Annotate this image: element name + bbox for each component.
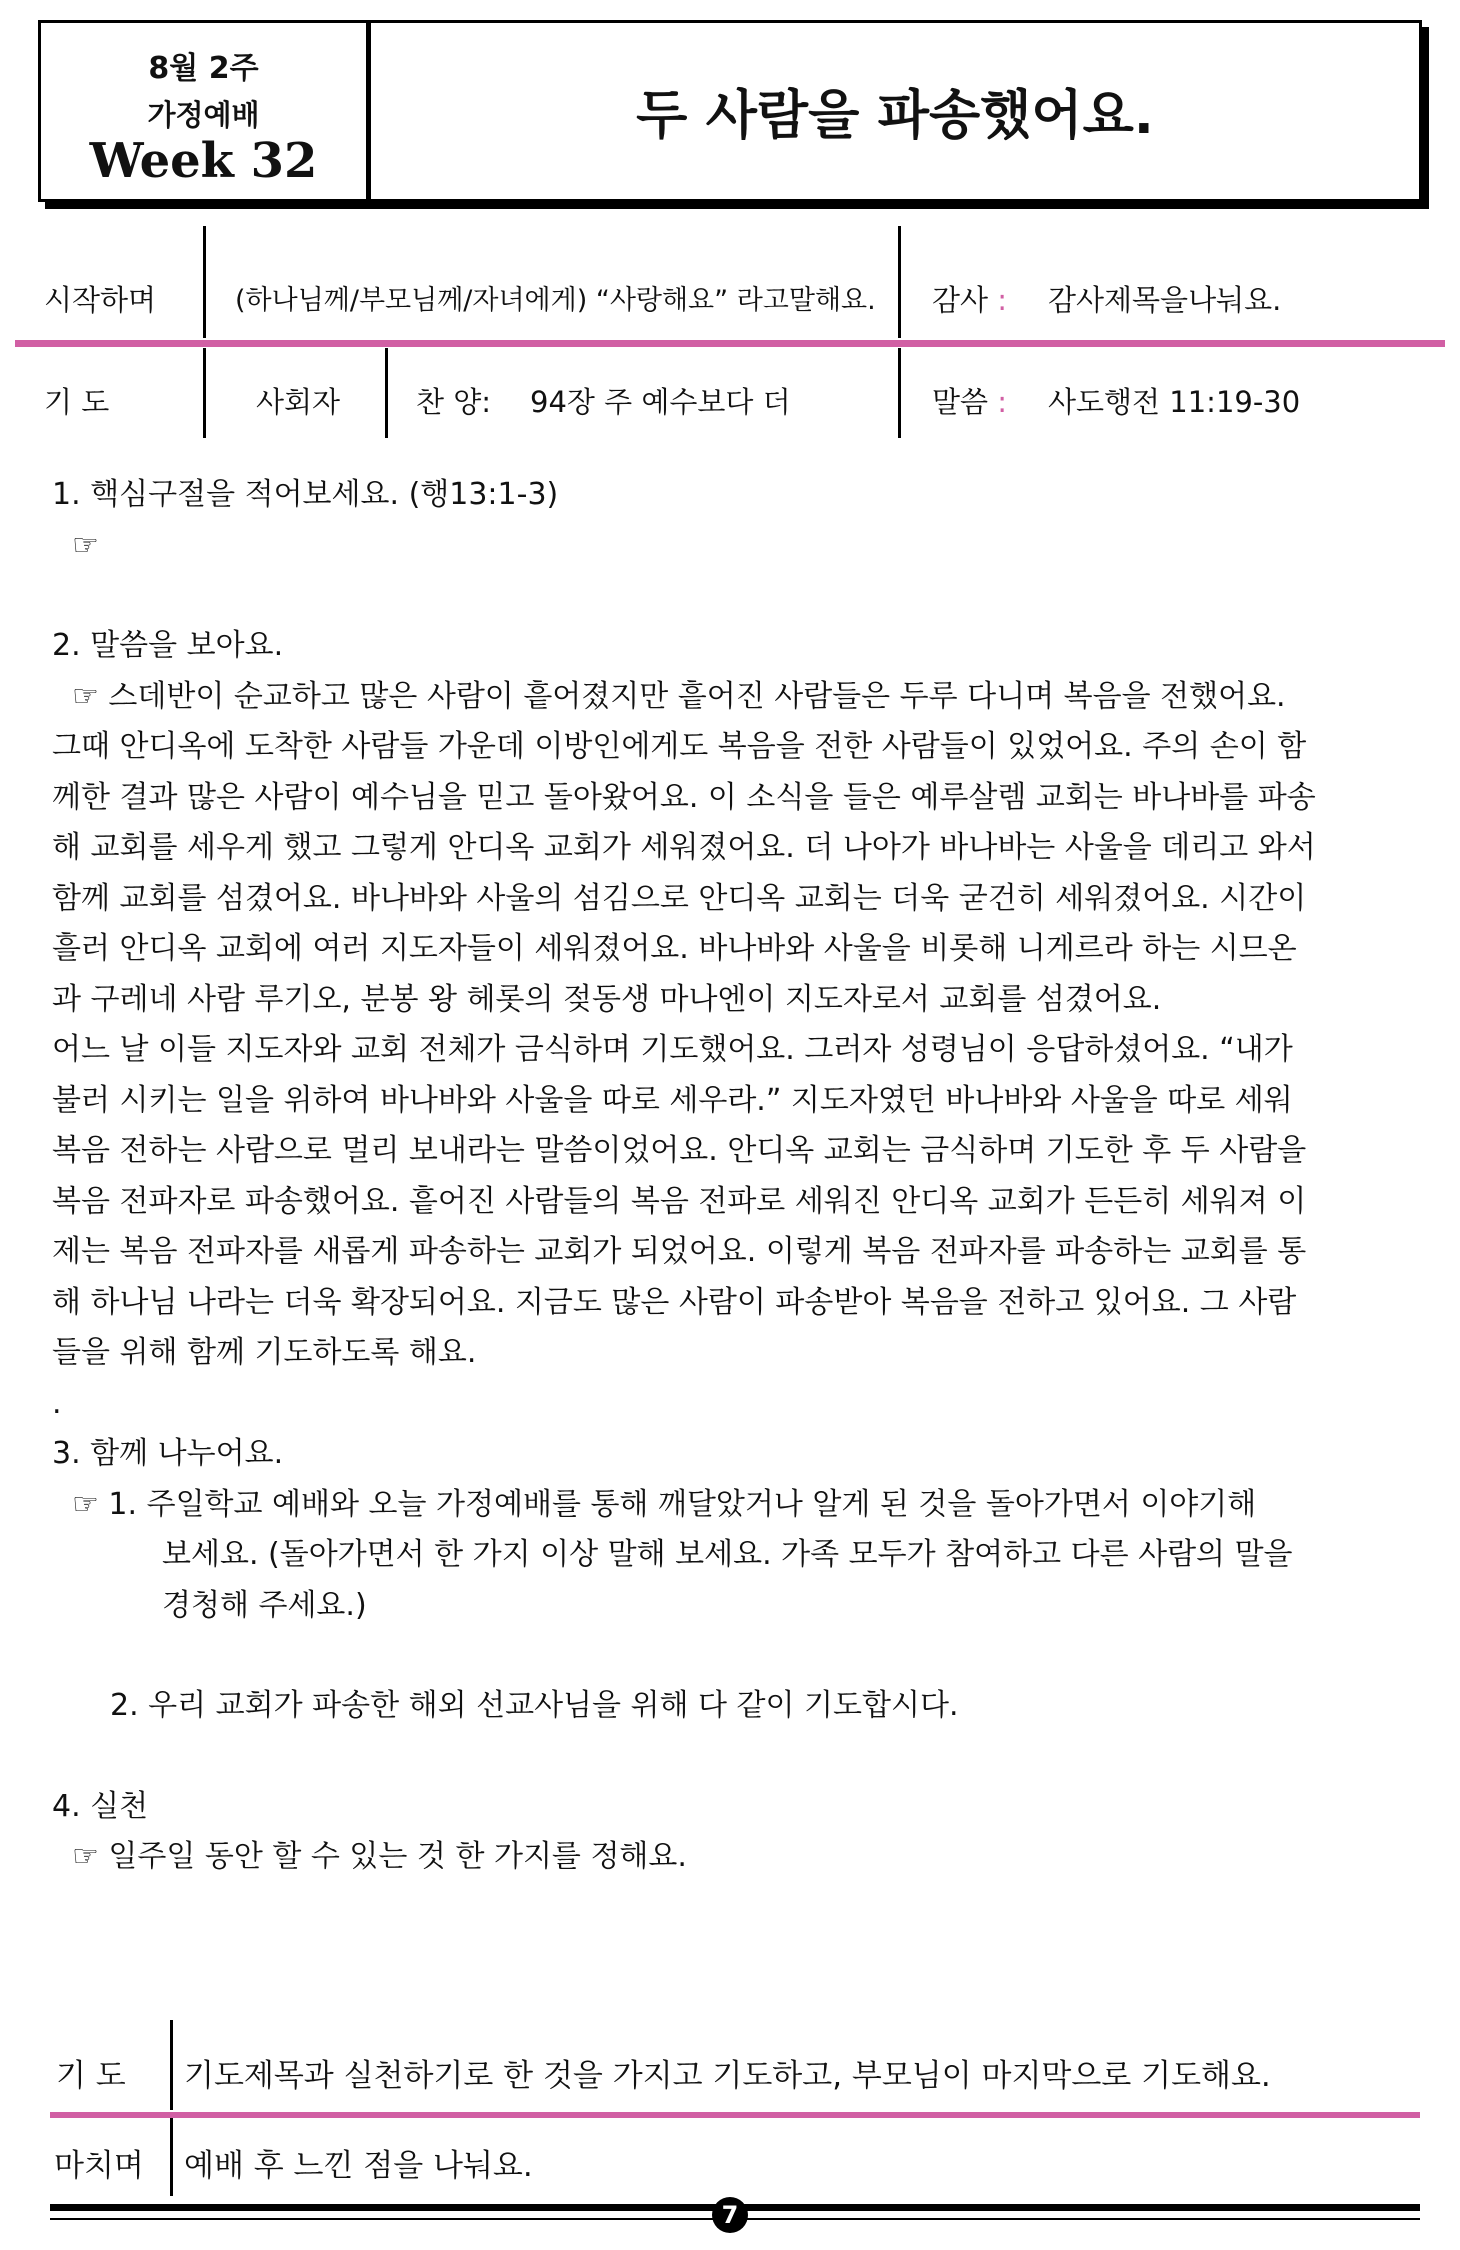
body-line: 그때 안디옥에 도착한 사람들 가운데 이방인에게도 복음을 전한 사람들이 있었어요. 주의 손이 함 xyxy=(52,729,1307,764)
grid-divider xyxy=(385,348,388,438)
grid-divider xyxy=(203,348,206,438)
start-label: 시작하며 xyxy=(44,283,157,317)
footer-divider xyxy=(170,2020,173,2110)
hymn-label: 찬 양: xyxy=(416,385,492,419)
section-3-title: 3. 함께 나누어요. xyxy=(52,1436,284,1471)
body-line: ☞ 스데반이 순교하고 많은 사람이 흩어졌지만 흩어진 사람들은 두루 다니며 복음을 전했어요. xyxy=(72,678,1286,714)
page-number: 7 xyxy=(712,2197,748,2233)
body-line: 함께 교회를 섬겼어요. 바나바와 사울의 섬김으로 안디옥 교회는 더욱 굳건히 세워졌어요. 시간이 xyxy=(52,880,1307,916)
worship-content xyxy=(52,470,1422,1883)
title-box xyxy=(368,20,1422,202)
grid-divider xyxy=(898,348,901,438)
section-1-title: 1. 핵심구절을 적어보세요. (행13:1-3) xyxy=(52,477,559,512)
grid-divider xyxy=(203,226,206,338)
word-text: 사도행전 11:19-30 xyxy=(1048,385,1301,419)
share-item-1-cont: 보세요. (돌아가면서 한 가지 이상 말해 보세요. 가족 모두가 참여하고 다른 사람의 말을 xyxy=(162,1537,1293,1572)
body-line: 어느 날 이들 지도자와 교회 전체가 금식하며 기도했어요. 그러자 성령님이 응답하셨어요. “내가 xyxy=(52,1032,1293,1067)
leader-label: 사회자 xyxy=(256,385,341,419)
prayer-label: 기 도 xyxy=(44,385,110,419)
word-label-wrap xyxy=(932,380,1007,421)
week-number: Week 32 xyxy=(89,133,318,189)
hymn-text: 94장 주 예수보다 더 xyxy=(530,385,791,419)
spacer xyxy=(52,1732,1422,1782)
share-item-1-cont: 경청해 주세요.) xyxy=(162,1587,367,1623)
share-item-1: ☞ 1. 주일학교 예배와 오늘 가정예배를 통해 깨달았거나 알게 된 것을 돌아가면서 이야기해 xyxy=(72,1486,1257,1522)
section-4-title: 4. 실천 xyxy=(52,1788,149,1824)
footer-divider xyxy=(170,2118,173,2196)
practice-line: ☞ 일주일 동안 할 수 있는 것 한 가지를 정해요. xyxy=(72,1839,687,1874)
pointer-icon: ☞ xyxy=(72,527,99,563)
footer-closing-label: 마치며 xyxy=(54,2148,144,2184)
thanks-label: 감사 xyxy=(932,283,989,317)
thanks-colon: : xyxy=(997,283,1008,317)
grid-divider xyxy=(898,226,901,338)
footer-closing-text: 예배 후 느낀 점을 나눠요. xyxy=(184,2148,533,2184)
body-line: 흘러 안디옥 교회에 여러 지도자들이 세워졌어요. 바나바와 사울을 비롯해 니게르라 하는 시므온 xyxy=(52,931,1297,966)
word-colon: : xyxy=(997,385,1008,419)
body-line: 불러 시키는 일을 위하여 바나바와 사울을 따로 세우라.” 지도자였던 바나바와 사울을 따로 세워 xyxy=(52,1082,1293,1118)
body-line: . xyxy=(52,1385,62,1421)
start-text: (하나님께/부모님께/자녀에게) “사랑해요” 라고말해요. xyxy=(235,285,876,316)
footer-prayer-text: 기도제목과 실천하기로 한 것을 가지고 기도하고, 부모님이 마지막으로 기도해요. xyxy=(184,2058,1271,2094)
word-label: 말씀 xyxy=(932,385,989,419)
body-line: 과 구레네 사람 루기오, 분봉 왕 헤롯의 젖동생 마나엔이 지도자로서 교회를 섬겼어요. xyxy=(52,981,1162,1017)
week-date: 8월 2주 xyxy=(148,51,259,86)
body-line: 복음 전파자로 파송했어요. 흩어진 사람들의 복음 전파로 세워진 안디옥 교회가 든든히 세워져 이 xyxy=(52,1183,1307,1219)
thanks-text: 감사제목을나눠요. xyxy=(1048,283,1282,317)
body-line: 제는 복음 전파자를 새롭게 파송하는 교회가 되었어요. 이렇게 복음 전파자를 파송하는 교회를 통 xyxy=(52,1234,1307,1269)
footer-prayer-label: 기 도 xyxy=(56,2058,126,2094)
section-2-title: 2. 말씀을 보아요. xyxy=(52,628,284,663)
page-title: 두 사람을 파송했어요. xyxy=(636,85,1154,146)
spacer xyxy=(52,571,1422,621)
body-line: 해 교회를 세우게 했고 그렇게 안디옥 교회가 세워졌어요. 더 나아가 바나바는 사울을 데리고 와서 xyxy=(52,830,1316,865)
body-line: 께한 결과 많은 사람이 예수님을 믿고 돌아왔어요. 이 소식을 들은 예루살렘 교회는 바나바를 파송 xyxy=(52,779,1316,815)
spacer xyxy=(52,1631,1422,1681)
grid-separator xyxy=(15,340,1445,347)
body-line: 들을 위해 함께 기도하도록 해요. xyxy=(52,1335,477,1370)
footer-separator xyxy=(50,2112,1420,2118)
week-worship-label: 가정예배 xyxy=(147,98,260,132)
week-box xyxy=(38,20,369,202)
body-line: 해 하나님 나라는 더욱 확장되어요. 지금도 많은 사람이 파송받아 복음을 전하고 있어요. 그 사람 xyxy=(52,1284,1297,1320)
body-line: 복음 전하는 사람으로 멀리 보내라는 말씀이었어요. 안디옥 교회는 금식하며 기도한 후 두 사람을 xyxy=(52,1133,1307,1168)
share-item-2: 2. 우리 교회가 파송한 해외 선교사님을 위해 다 같이 기도합시다. xyxy=(110,1688,959,1723)
thanks-label-wrap xyxy=(932,278,1007,319)
